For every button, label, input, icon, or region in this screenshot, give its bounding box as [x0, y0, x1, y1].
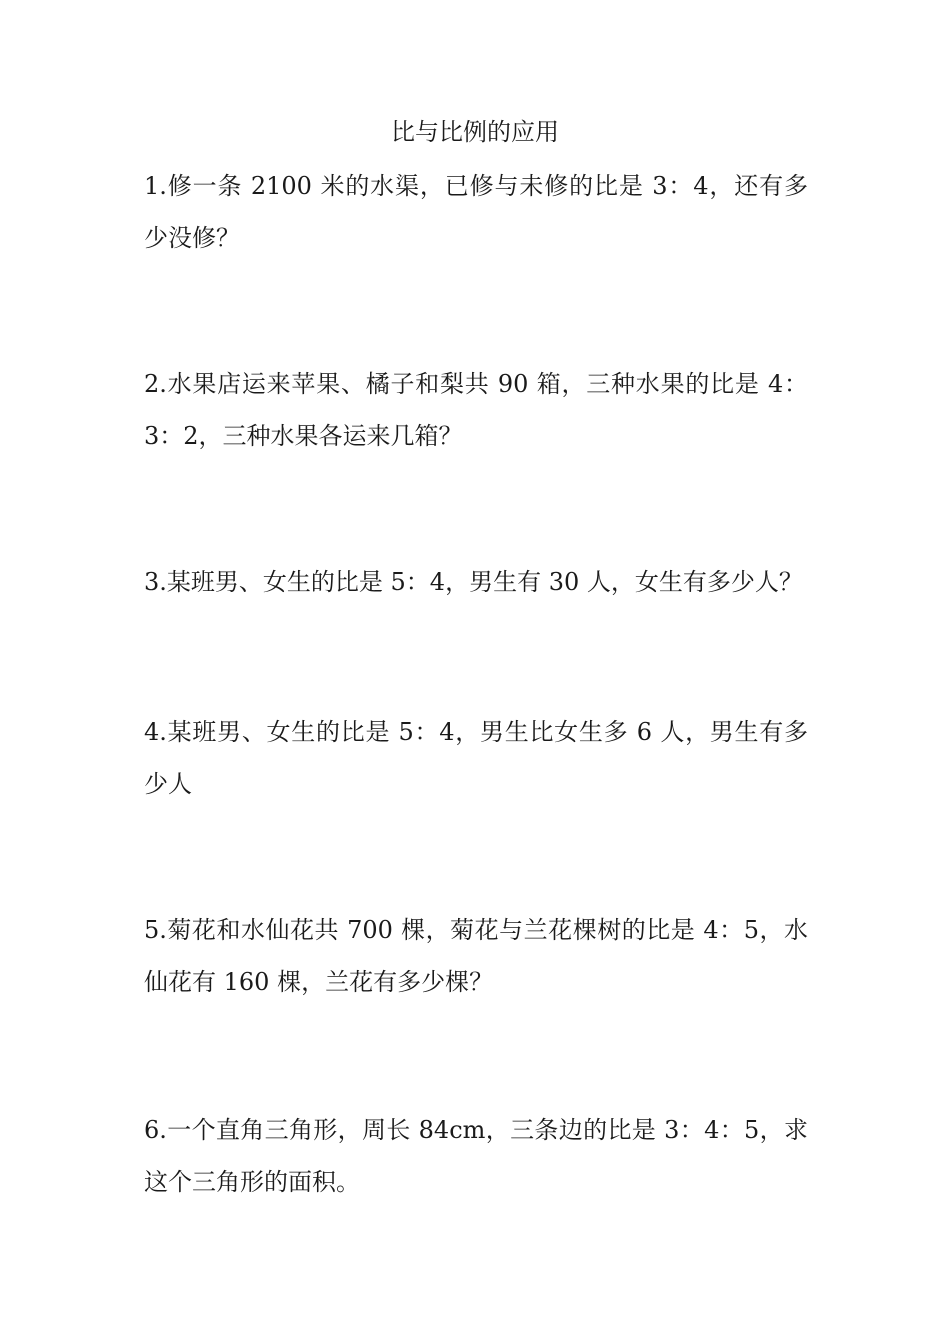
question-3: 3.某班男、女生的比是 5：4，男生有 30 人，女生有多少人？ [144, 568, 803, 596]
question-5: 5.菊花和水仙花共 700 棵，菊花与兰花棵树的比是 4：5，水仙花有 160 棵，兰花有多少棵？ [144, 916, 808, 996]
question-6: 6.一个直角三角形，周长 84cm，三条边的比是 3：4：5，求这个三角形的面积。 [144, 1116, 808, 1196]
question-1: 1.修一条 2100 米的水渠，已修与未修的比是 3：4，还有多少没修？ [144, 172, 808, 252]
question-2: 2.水果店运来苹果、橘子和梨共 90 箱，三种水果的比是 4：3：2，三种水果各运来几箱？ [144, 370, 808, 450]
question-4: 4.某班男、女生的比是 5：4，男生比女生多 6 人，男生有多少人 [144, 718, 808, 798]
page-title: 比与比例的应用 [391, 118, 559, 146]
